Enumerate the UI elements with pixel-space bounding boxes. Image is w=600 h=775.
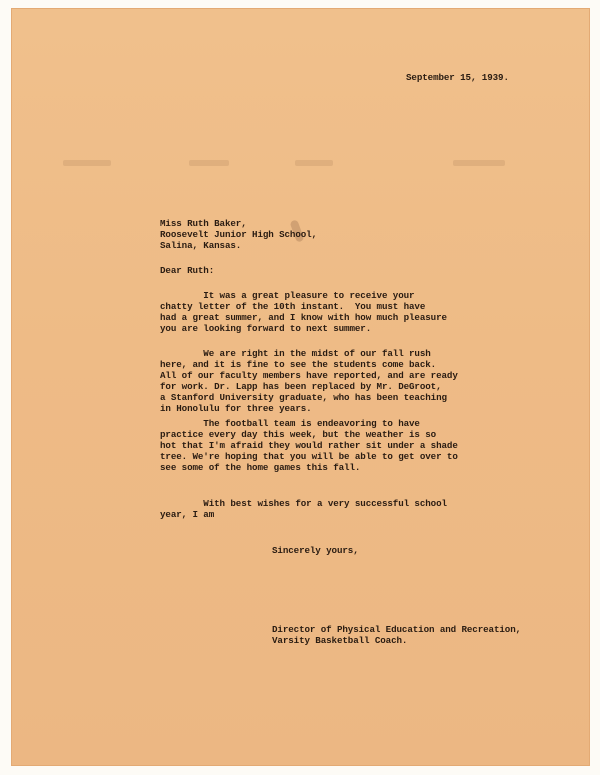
- text-line: for work. Dr. Lapp has been replaced by Mr. DeGroot,: [160, 381, 442, 392]
- address-line: Roosevelt Junior High School,: [160, 229, 317, 240]
- text-line: in Honolulu for three years.: [160, 403, 312, 414]
- address-line: Salina, Kansas.: [160, 240, 242, 251]
- paragraph-2: [160, 348, 458, 414]
- text-line: a Stanford University graduate, who has been teaching: [160, 392, 447, 403]
- text-line: It was a great pleasure to receive your: [160, 290, 415, 301]
- paragraph-1: [160, 290, 447, 334]
- text-line: practice every day this week, but the weather is so: [160, 429, 437, 440]
- signature-block: [272, 624, 521, 646]
- signature-line: Varsity Basketball Coach.: [272, 635, 408, 646]
- text-line: All of our faculty members have reported, and are ready: [160, 370, 458, 381]
- salutation: Dear Ruth:: [160, 265, 215, 276]
- text-line: here, and it is fine to see the students come back.: [160, 359, 437, 370]
- text-line: had a great summer, and I know with how much pleasure: [160, 312, 447, 323]
- text-line: year, I am: [160, 509, 215, 520]
- letter-date: September 15, 1939.: [406, 72, 509, 83]
- bleed-through-mark: [63, 160, 111, 166]
- text-line: you are looking forward to next summer.: [160, 323, 372, 334]
- paragraph-4: [160, 498, 447, 520]
- paragraph-3: [160, 418, 458, 473]
- address-line: Miss Ruth Baker,: [160, 218, 247, 229]
- bleed-through-mark: [295, 160, 333, 166]
- recipient-address: [160, 218, 317, 251]
- text-line: see some of the home games this fall.: [160, 462, 361, 473]
- bleed-through-mark: [189, 160, 229, 166]
- signature-line: Director of Physical Education and Recreation,: [272, 624, 522, 635]
- text-line: hot that I'm afraid they would rather sit under a shade: [160, 440, 458, 451]
- text-line: chatty letter of the 10th instant. You must have: [160, 301, 426, 312]
- text-line: tree. We're hoping that you will be able to get over to: [160, 451, 458, 462]
- text-line: We are right in the midst of our fall rush: [160, 348, 431, 359]
- bleed-through-mark: [453, 160, 505, 166]
- text-line: The football team is endeavoring to have: [160, 418, 420, 429]
- complimentary-close: Sincerely yours,: [272, 545, 359, 556]
- text-line: With best wishes for a very successful school: [160, 498, 447, 509]
